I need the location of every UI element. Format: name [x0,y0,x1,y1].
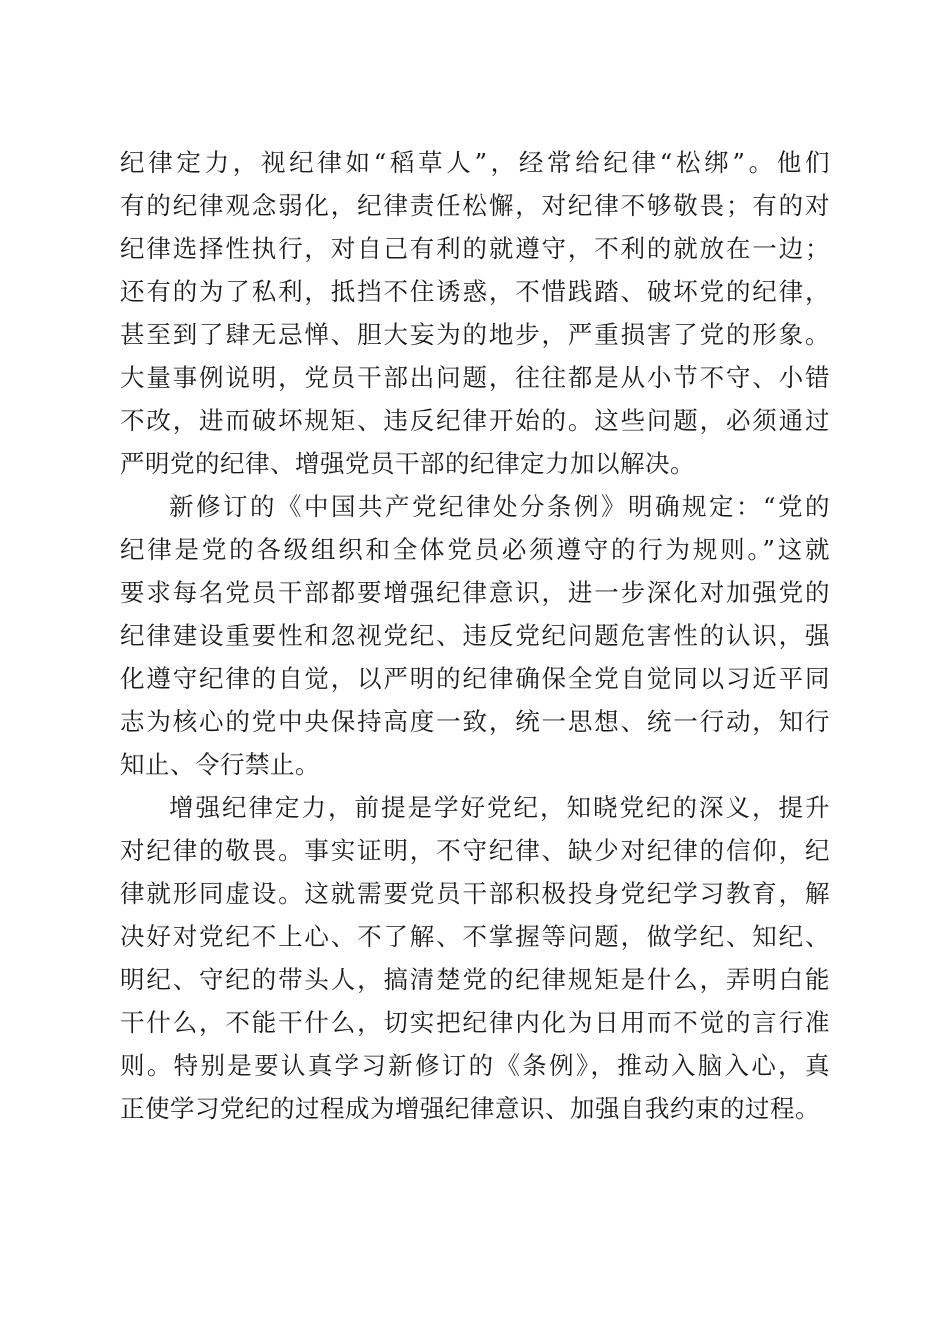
text-line: 知止、令行禁止。 [120,750,320,779]
text-line: 干什么，不能干什么，切实把纪律内化为日用而不觉的言行准 [120,1008,830,1037]
paragraph-2 [120,485,830,786]
text-line: 对纪律的敬畏。事实证明，不守纪律、缺少对纪律的信仰，纪 [120,836,830,865]
text-line: 正使学习党纪的过程成为增强纪律意识、加强自我约束的过程。 [120,1094,820,1123]
text-line: 明纪、守纪的带头人，搞清楚党的纪律规矩是什么，弄明白能 [120,965,830,994]
text-line: 纪律建设重要性和忽视党纪、违反党纪问题危害性的认识，强 [120,621,830,650]
text-line: 甚至到了肆无忌惮、胆大妄为的地步，严重损害了党的形象。 [120,320,830,349]
body-text [120,141,830,1130]
text-line: 有的纪律观念弱化，纪律责任松懈，对纪律不够敬畏；有的对 [120,191,830,220]
text-line: 还有的为了私利，抵挡不住诱惑，不惜践踏、破坏党的纪律， [120,277,830,306]
text-line: 增强纪律定力，前提是学好党纪，知晓党纪的深义，提升 [169,793,830,822]
text-line: 化遵守纪律的自觉，以严明的纪律确保全党自觉同以习近平同 [120,664,830,693]
text-line: 律就形同虚设。这就需要党员干部积极投身党纪学习教育，解 [120,879,830,908]
text-line: 纪律是党的各级组织和全体党员必须遵守的行为规则。”这就 [120,535,830,564]
text-line: 纪律选择性执行，对自己有利的就遵守，不利的就放在一边； [120,234,830,263]
text-line: 则。特别是要认真学习新修订的《条例》，推动入脑入心，真 [120,1051,830,1080]
text-line: 纪律定力，视纪律如“稻草人”，经常给纪律“松绑”。他们 [120,148,830,177]
text-line: 不改，进而破坏规矩、违反纪律开始的。这些问题，必须通过 [120,406,830,435]
paragraph-1 [120,141,830,485]
text-line: 严明党的纪律、增强党员干部的纪律定力加以解决。 [120,449,695,478]
text-line: 要求每名党员干部都要增强纪律意识，进一步深化对加强党的 [120,578,830,607]
text-line: 新修订的《中国共产党纪律处分条例》明确规定：“党的 [169,492,830,521]
paragraph-3 [120,786,830,1130]
text-line: 志为核心的党中央保持高度一致，统一思想、统一行动，知行 [120,707,830,736]
text-line: 决好对党纪不上心、不了解、不掌握等问题，做学纪、知纪、 [120,922,830,951]
text-line: 大量事例说明，党员干部出问题，往往都是从小节不守、小错 [120,363,830,392]
